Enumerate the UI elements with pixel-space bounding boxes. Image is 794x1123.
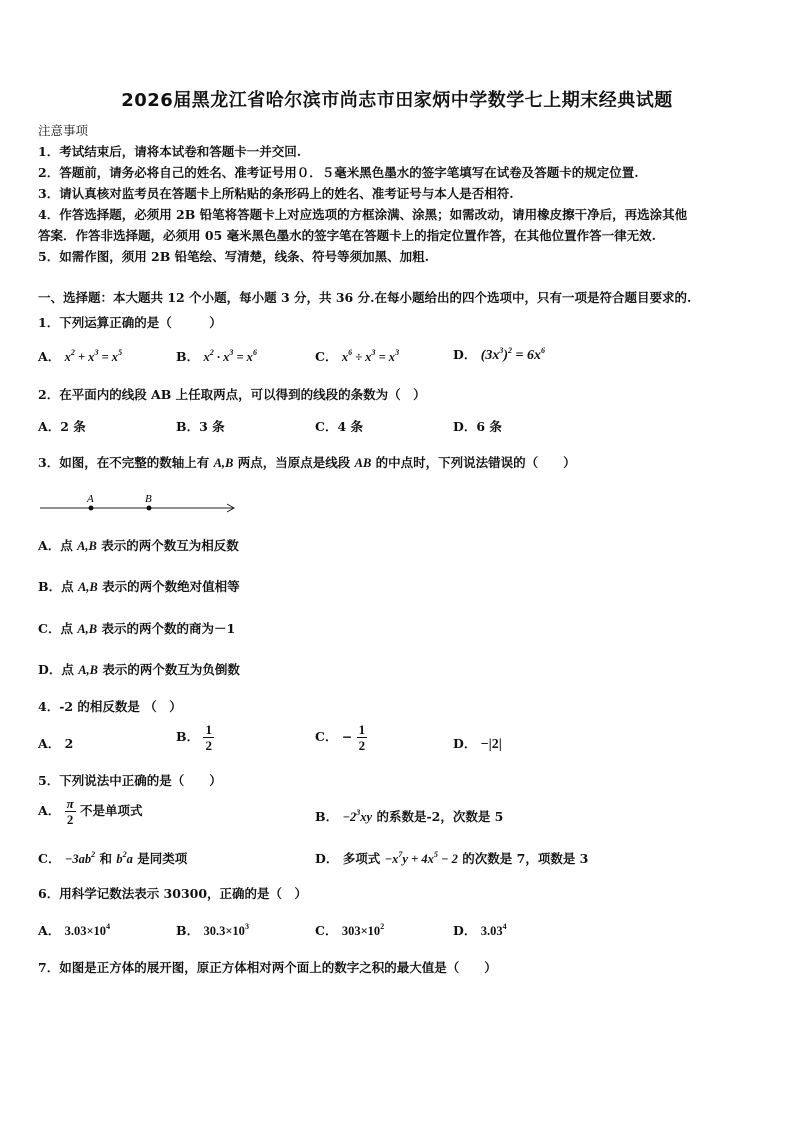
number-line-figure bbox=[38, 488, 238, 520]
option-label: D． bbox=[453, 736, 477, 751]
option-label: B．点 bbox=[38, 579, 74, 594]
notice-item-3: 3．请认真核对监考员在答题卡上所粘贴的条形码上的姓名、准考证号与本人是否相符. bbox=[38, 186, 514, 201]
notice-item-4-cont: 答案．作答非选择题，必须用 05 毫米黑色墨水的签字笔在答题卡上的指定位置作答，在其他位置作答一律无效. bbox=[38, 228, 656, 243]
option-label: A．点 bbox=[38, 538, 73, 553]
denominator: 2 bbox=[205, 738, 212, 753]
option-label: B． bbox=[176, 729, 200, 744]
point-b bbox=[147, 506, 152, 511]
question-4-stem: 4．-2 的相反数是 （ ） bbox=[38, 699, 182, 714]
q2-option-c: C．4 条 bbox=[315, 419, 363, 434]
option-label: C． bbox=[315, 349, 338, 364]
option-text: 表示的两个数互为相反数 bbox=[101, 538, 239, 553]
option-label: C． bbox=[315, 729, 338, 744]
option-label: B． bbox=[176, 923, 200, 938]
notice-heading: 注意事项 bbox=[38, 123, 89, 138]
numerator: 1 bbox=[358, 722, 366, 737]
q5-option-c bbox=[38, 849, 187, 867]
question-6-stem: 6．用科学记数法表示 30300，正确的是（ ） bbox=[38, 886, 308, 901]
q3-option-b bbox=[38, 577, 240, 595]
option-label: C． bbox=[38, 851, 61, 866]
q4-option-a bbox=[38, 734, 73, 752]
question-5-stem: 5．下列说法中正确的是（ ） bbox=[38, 773, 222, 788]
q6-option-b bbox=[176, 921, 249, 939]
notice-item-5: 5．如需作图，须用 2B 铅笔绘、写清楚，线条、符号等须加黑、加粗. bbox=[38, 249, 430, 264]
stem-text: 的中点时，下列说法错误的（ ） bbox=[375, 455, 576, 470]
option-label: C． bbox=[315, 923, 338, 938]
point-a-label: A bbox=[87, 493, 94, 505]
option-label: A． bbox=[38, 736, 61, 751]
q6-d-expression: 3.03$^4$ bbox=[480, 922, 507, 938]
option-text: 是同类项 bbox=[137, 851, 188, 866]
q3-option-c bbox=[38, 619, 235, 637]
question-2-stem: 2．在平面内的线段 AB 上任取两点，可以得到的线段的条数为（ ） bbox=[38, 387, 426, 402]
q6-option-a bbox=[38, 921, 110, 939]
q4-option-c bbox=[315, 722, 367, 753]
stem-points: A,B bbox=[213, 456, 234, 470]
denominator: 2 bbox=[66, 812, 74, 827]
q3-option-d bbox=[38, 660, 240, 678]
q4-option-d bbox=[453, 734, 502, 753]
q5-option-a bbox=[38, 796, 143, 827]
q1-option-b bbox=[176, 347, 257, 365]
notice-item-1: 1．考试结束后，请将本试卷和答题卡一并交回. bbox=[38, 144, 302, 159]
option-text: 多项式 bbox=[342, 851, 381, 866]
option-label: A． bbox=[38, 349, 61, 364]
section-heading: 一、选择题：本大题共 12 个小题，每小题 3 分，共 36 分.在每小题给出的四个选项中，只有一项是符合题目要求的. bbox=[38, 290, 692, 305]
option-label: A． bbox=[38, 803, 61, 818]
stem-text: 3．如图，在不完整的数轴上有 bbox=[38, 455, 210, 470]
option-label: D．点 bbox=[38, 662, 74, 677]
option-text: 的系数是-2，次数是 5 bbox=[376, 809, 504, 824]
q2-option-d: D．6 条 bbox=[453, 419, 502, 434]
option-text: 表示的两个数的商为－1 bbox=[101, 621, 236, 636]
option-text: 和 bbox=[99, 851, 113, 866]
option-points: A,B bbox=[77, 539, 97, 553]
q2-option-a: A．2 条 bbox=[38, 419, 86, 434]
q6-a-expression: $3.03\times 10^4$ bbox=[64, 922, 111, 938]
point-a bbox=[89, 506, 94, 511]
q1-d-expression: $(3x^3)^2 = 6x^6$ bbox=[480, 346, 546, 363]
stem-segment: AB bbox=[354, 456, 372, 470]
q6-option-c bbox=[315, 921, 384, 939]
page-title: 2026届黑龙江省哈尔滨市尚志市田家炳中学数学七上期末经典试题 bbox=[121, 90, 673, 111]
q5-option-b bbox=[315, 807, 503, 825]
q1-option-d bbox=[453, 345, 545, 364]
option-text: 不是单项式 bbox=[80, 803, 143, 818]
q1-a-expression: $x^2 + x^3 = x^5$ bbox=[64, 348, 123, 364]
fraction bbox=[203, 722, 214, 753]
q1-option-a bbox=[38, 347, 122, 365]
fraction bbox=[357, 722, 368, 753]
q3-option-a bbox=[38, 536, 239, 554]
q6-c-expression: $303\times 10^2$ bbox=[341, 922, 385, 938]
question-1-stem: 1．下列运算正确的是（ ） bbox=[38, 315, 222, 330]
q6-b-expression: $30.3\times 10^3$ bbox=[203, 922, 249, 938]
option-value: −|2| bbox=[480, 737, 502, 752]
numerator: 1 bbox=[205, 722, 212, 737]
q1-c-expression: $x^6 \div x^3 = x^3$ bbox=[341, 348, 400, 364]
option-value: 2 bbox=[64, 736, 74, 751]
q5-c-expression-2: $b^2a$ bbox=[116, 850, 133, 866]
option-label: D． bbox=[315, 851, 339, 866]
option-points: A,B bbox=[77, 580, 98, 594]
q2-option-b: B．3 条 bbox=[176, 419, 225, 434]
option-label: B． bbox=[176, 349, 200, 364]
denominator: 2 bbox=[358, 738, 366, 753]
option-points: A,B bbox=[77, 622, 98, 636]
q5-option-d bbox=[315, 849, 588, 867]
option-label: B． bbox=[315, 809, 339, 824]
option-label: C．点 bbox=[38, 621, 73, 636]
question-7-stem: 7．如图是正方体的展开图，原正方体相对两个面上的数字之积的最大值是（ ） bbox=[38, 960, 497, 975]
option-label: A． bbox=[38, 923, 61, 938]
q1-option-c bbox=[315, 347, 399, 365]
notice-item-2: 2．答题前，请务必将自己的姓名、准考证号用０．５毫米黑色墨水的签字笔填写在试卷及答题卡的规定位置. bbox=[38, 165, 639, 180]
option-text: 表示的两个数互为负倒数 bbox=[102, 662, 240, 677]
option-points: A,B bbox=[78, 663, 99, 677]
notice-item-4: 4．作答选择题，必须用 2B 铅笔将答题卡上对应选项的方框涂满、涂黑；如需改动，请用橡皮擦干净后，再选涂其他 bbox=[38, 207, 688, 222]
q5-d-expression: $-x^7y + 4x^5 - 2$ bbox=[384, 850, 458, 866]
fraction bbox=[65, 796, 76, 827]
option-label: D． bbox=[453, 347, 477, 362]
numerator: π bbox=[66, 796, 74, 811]
q6-option-d bbox=[453, 921, 507, 939]
point-b-label: B bbox=[145, 493, 152, 505]
option-text: 的次数是 7，项数是 3 bbox=[462, 851, 589, 866]
q4-option-b bbox=[176, 722, 214, 753]
q1-b-expression: $x^2 \cdot x^3 = x^6$ bbox=[203, 348, 257, 364]
question-3-stem bbox=[38, 453, 576, 471]
option-text: 表示的两个数绝对值相等 bbox=[102, 579, 240, 594]
minus-sign: − bbox=[341, 729, 353, 744]
q5-c-expression-1: $-3ab^2$ bbox=[64, 850, 96, 866]
q5-b-expression: $-2^3xy$ bbox=[342, 808, 373, 824]
stem-text: 两点，当原点是线段 bbox=[237, 455, 351, 470]
option-label: D． bbox=[453, 923, 477, 938]
